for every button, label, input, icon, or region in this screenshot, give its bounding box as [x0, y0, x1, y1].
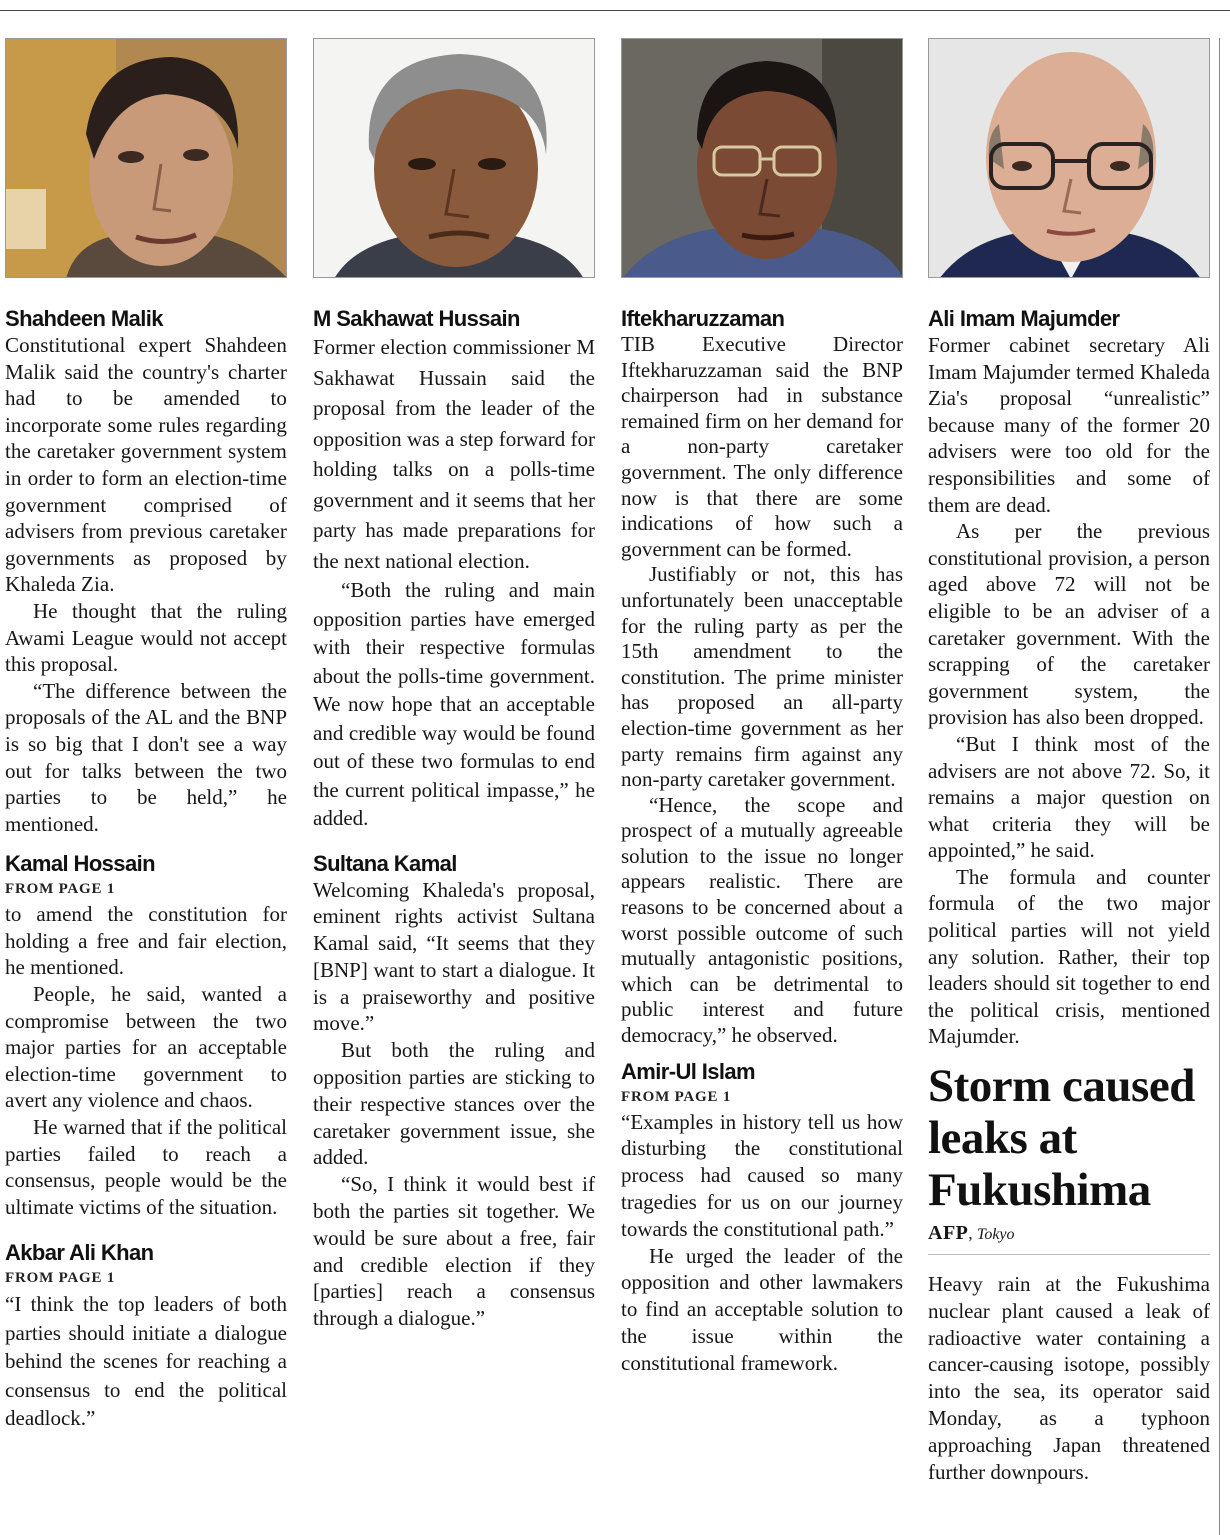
section-amir-ul-islam — [621, 1059, 903, 1377]
portrait-photo-ali-imam-majumder — [928, 38, 1210, 278]
person-name: Sultana Kamal — [313, 850, 457, 876]
column-rule — [1219, 38, 1220, 1535]
paragraph: Constitutional expert Shahdeen Malik said the country's charter had to be amended to incorporate some rules regarding the caretaker government system in order to form an election-time government comprised of advisers from previous caretaker governments as proposed by Khaleda Zia. — [5, 333, 287, 597]
portrait-photo-shahdeen-malik — [5, 38, 287, 278]
column-1 — [5, 38, 287, 1433]
paragraph: to amend the constitution for holding a free and fair election, he mentioned. — [5, 902, 287, 980]
top-rule — [0, 10, 1230, 11]
story-fukushima — [928, 1060, 1210, 1485]
paragraph: Justifiably or not, this has unfortunately been unacceptable for the ruling party as per the 15th amendment to the constitution. The prime minister has proposed an all-party election-time government as her party remains firm against any non-party caretaker government. — [621, 562, 903, 792]
byline: AFP, Tokyo — [928, 1222, 1210, 1255]
portrait-photo-m-sakhawat-hussain — [313, 38, 595, 278]
paragraph: He warned that if the political parties failed to reach a consensus, people would be the ultimate victims of the situation. — [5, 1115, 287, 1219]
column-2 — [313, 38, 595, 1332]
paragraph: TIB Executive Director Iftekharuzzaman said the BNP chairperson had in substance remained firm on her demand for a non-party caretaker government. The only difference now is that there are some indications of how such a government can be formed. — [621, 332, 903, 561]
paragraph: As per the previous constitutional provision, a person aged above 72 will not be eligible to be an adviser of a caretaker government. With the scrapping of the caretaker government system, the provision has also been dropped. — [928, 519, 1210, 730]
story-headline: Storm caused leaks at Fukushima — [928, 1060, 1195, 1217]
section-sultana-kamal — [313, 851, 595, 1333]
paragraph: Heavy rain at the Fukushima nuclear plant caused a leak of radioactive water containing a cancer-causing isotope, possibly into the sea, its operator said Monday, as a typhoon approaching Japan threatened further downpours. — [928, 1272, 1210, 1484]
paragraph: “The difference between the proposals of the AL and the BNP is so big that I don't see a way out for talks between the two parties to be held,” he mentioned. — [5, 678, 287, 836]
paragraph: Former election commissioner M Sakhawat Hussain said the proposal from the leader of the opposition was a step forward for holding talks on a polls-time government and it seems that her party has made preparations for the next national election. — [313, 335, 595, 573]
section-kamal-hossain — [5, 851, 287, 1220]
paragraph: But both the ruling and opposition parties are sticking to their respective stances over the caretaker government issue, she added. — [313, 1038, 595, 1170]
column-3 — [621, 38, 903, 1377]
paragraph: People, he said, wanted a compromise between the two major parties for an acceptable election-time government to avert any violence and chaos. — [5, 982, 287, 1113]
paragraph: “Examples in history tell us how disturbing the constitutional process had caused so many tragedies for us on our journey towards the constitutional path.” — [621, 1109, 903, 1241]
person-name: Amir-Ul Islam — [621, 1058, 756, 1084]
person-name: Shahdeen Malik — [5, 306, 163, 331]
paragraph: Former cabinet secretary Ali Imam Majumder termed Khaleda Zia's proposal “unrealistic” because many of the former 20 advisers were too old for the responsibilities and some of them are dead. — [928, 333, 1210, 517]
paragraph: He thought that the ruling Awami League would not accept this proposal. — [5, 598, 287, 677]
section-ali-imam-majumder — [928, 306, 1210, 1050]
paragraph: The formula and counter formula of the two major political parties will not yield any solution. Rather, their top leaders should sit together to end the political crisis, mentioned Majumder. — [928, 864, 1210, 1049]
section-akbar-ali-khan — [5, 1240, 287, 1433]
column-4 — [928, 38, 1210, 1485]
portrait-photo-iftekharuzzaman — [621, 38, 903, 278]
person-name: Kamal Hossain — [5, 851, 155, 877]
section-iftekharuzzaman — [621, 306, 903, 1049]
paragraph: “Hence, the scope and prospect of a mutually agreeable solution to the issue no longer appears realistic. There are reasons to be concerned about a worst possible outcome of such mutually antagonistic positions, which can be detrimental to public interest and future democracy,” he observed. — [621, 792, 903, 1048]
dateline: FROM PAGE 1 — [5, 881, 116, 898]
paragraph: Welcoming Khaleda's proposal, eminent rights activist Sultana Kamal said, “It seems that they [BNP] want to start a dialogue. It is a praiseworthy and positive move.” — [313, 877, 595, 1036]
byline-place: Tokyo — [976, 1226, 1015, 1244]
person-name: M Sakhawat Hussain — [313, 306, 520, 331]
person-name: Ali Imam Majumder — [928, 306, 1120, 331]
byline-agency: AFP — [928, 1222, 969, 1245]
paragraph: He urged the leader of the opposition and other lawmakers to find an acceptable solution to the issue within the constitutional framework. — [621, 1243, 903, 1375]
person-name: Akbar Ali Khan — [5, 1240, 154, 1266]
section-shahdeen-malik — [5, 306, 287, 837]
paragraph: “But I think most of the advisers are not above 72. So, it remains a major question on what criteria they will be appointed,” he said. — [928, 731, 1210, 863]
dateline: FROM PAGE 1 — [5, 1270, 116, 1287]
section-m-sakhawat-hussain — [313, 306, 595, 833]
paragraph: “Both the ruling and main opposition parties have emerged with their respective formulas about the polls-time government. We now hope that an acceptable and credible way would be found out of these two formulas to end the current political impasse,” he added. — [313, 578, 595, 830]
dateline: FROM PAGE 1 — [621, 1088, 732, 1105]
paragraph: “So, I think it would best if both the parties sit together. We would be sure about a free, fair and credible election if they [parties] reach a consensus through a dialogue.” — [313, 1172, 595, 1331]
person-name: Iftekharuzzaman — [621, 306, 785, 331]
paragraph: “I think the top leaders of both parties should initiate a dialogue behind the scenes for reaching a consensus to end the political deadlock.” — [5, 1292, 287, 1431]
